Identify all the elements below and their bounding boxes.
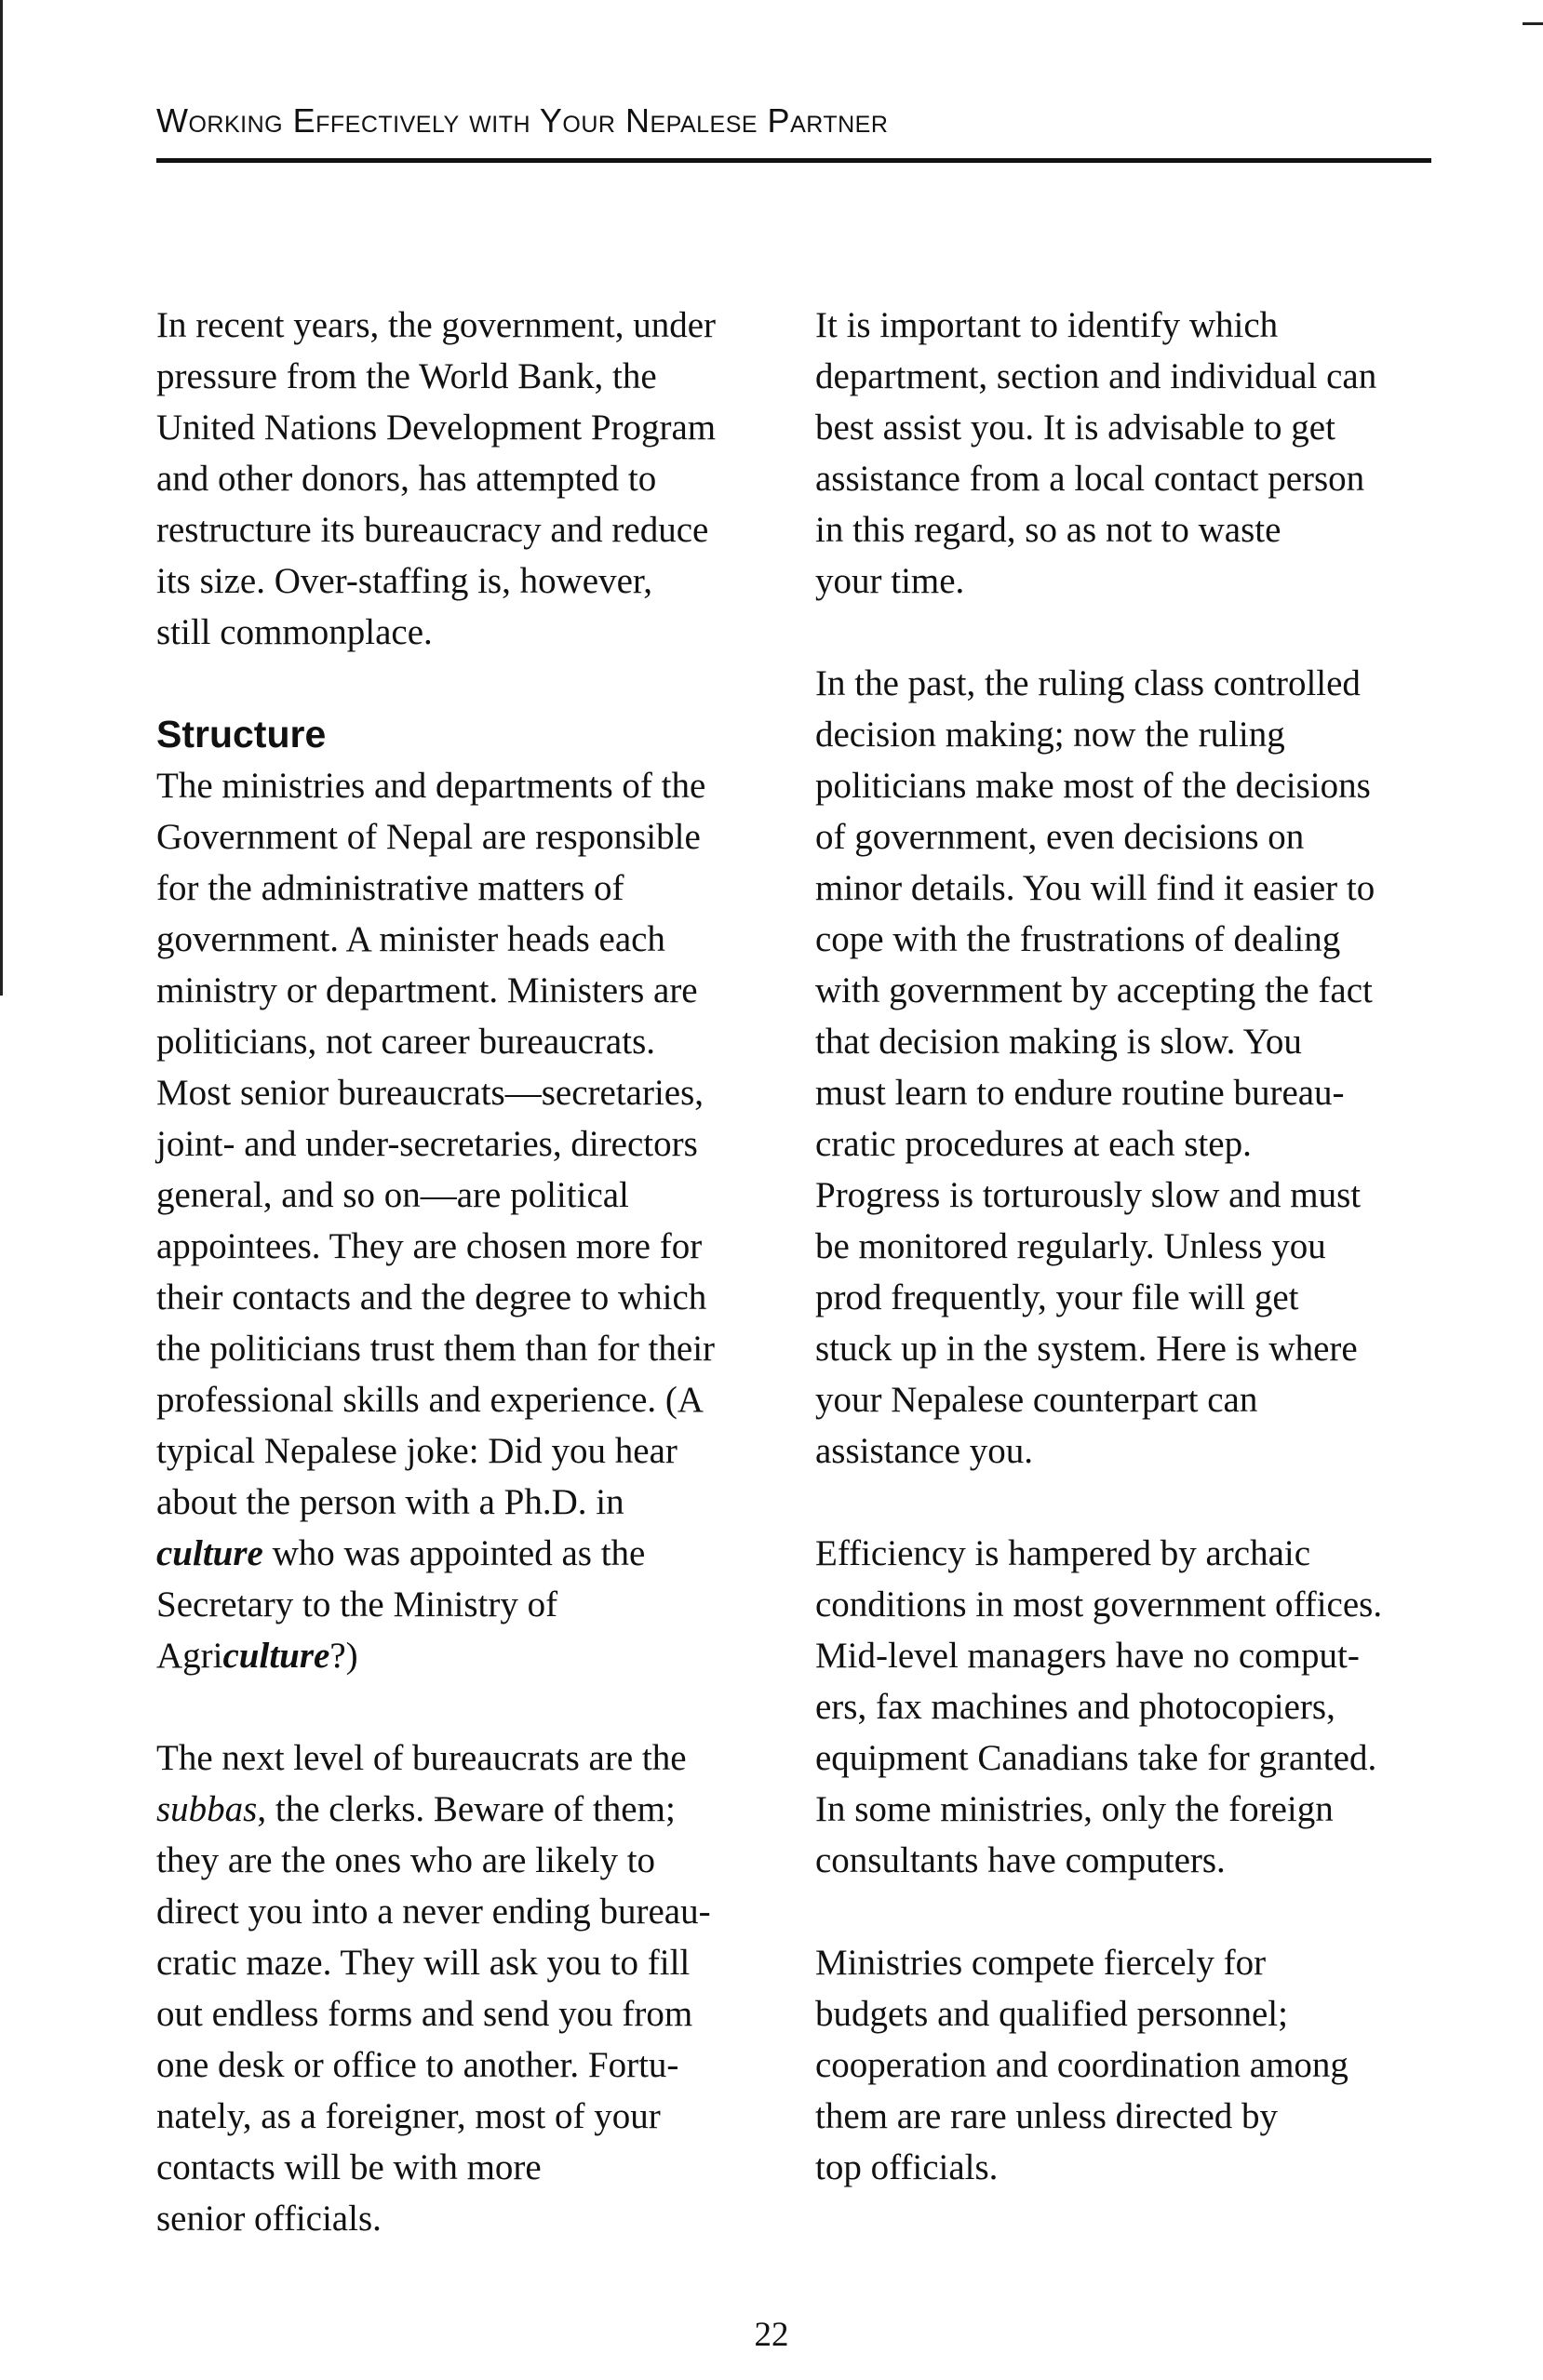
joke-middle-text: who was appointed as the Secretary to the Ministry of Agri xyxy=(156,1533,646,1676)
scan-edge-mark xyxy=(0,0,3,996)
structure-text: The ministries and departments of the Government of Nepal are responsible for the administrative matters of government. A minister heads each ministry or department. Ministers are politicians, not career bureaucrats. Most senior bureaucrats—secretaries, joint- and under-secretaries, directors general, and so on—are political appointees. They are chosen more for their contacts and the degree to which the politicians trust them than for their professional skills and experience. (A typical Nepalese joke: Did you hear about the person with a Ph.D. in xyxy=(156,766,716,1522)
page-number: 22 xyxy=(754,2316,789,2354)
scan-corner-mark xyxy=(1523,22,1543,25)
culture-emphasis: culture xyxy=(156,1533,263,1573)
efficiency-paragraph: Efficiency is hampered by archaic conditions in most government offices. Mid-level managers have no comput- ers, fax machines and photocopiers, equipment Canadians take for granted. In some ministries, only the foreign consultants have computers. xyxy=(815,1533,1383,1880)
header-rule xyxy=(156,158,1431,163)
joke-end-text: ?) xyxy=(329,1636,358,1676)
right-column xyxy=(815,300,1437,2193)
identify-department-paragraph: It is important to identify which department, section and individual can best assist you. It is advisable to get assistance from a local contact person in this regard, so as not to waste your time. xyxy=(815,305,1377,601)
subbas-intro-text: The next level of bureaucrats are the xyxy=(156,1738,687,1778)
agriculture-emphasis: culture xyxy=(222,1636,330,1676)
subbas-term: subbas xyxy=(156,1789,258,1829)
structure-paragraph xyxy=(156,760,775,1681)
running-head: Working Effectively with Your Nepalese Partner xyxy=(156,101,889,140)
decision-making-paragraph: In the past, the ruling class controlled decision making; now the ruling politicians make most of the decisions of government, even decisions on minor details. You will find it easier to cope with the frustrations of dealing with government by accepting the fact that decision making is slow. You must learn to endure routine bureau- cratic procedures at each step. Progress is torturously slow and must be monitored regularly. Unless you prod frequently, your file will get stuck up in the system. Here is where your Nepalese counterpart can assistance you. xyxy=(815,663,1375,1471)
left-column xyxy=(156,300,775,2244)
subbas-rest-text: , the clerks. Beware of them; they are the ones who are likely to direct you into a never ending bureau- cratic maze. They will ask you to fill out endless forms and send you from one desk or office to another. Fortu- nately, as a foreigner, most of your contacts will be with more senior officials. xyxy=(156,1789,711,2239)
subbas-paragraph xyxy=(156,1732,775,2244)
intro-paragraph: In recent years, the government, under pressure from the World Bank, the United Nations Development Program and other donors, has attempted to restructure its bureaucracy and reduce its size. Over-staffing is, however, still commonplace. xyxy=(156,305,717,652)
section-heading-structure: Structure xyxy=(156,713,327,755)
ministries-compete-paragraph: Ministries compete fiercely for budgets and qualified personnel; cooperation and coordination among them are rare unless directed by top officials. xyxy=(815,1943,1348,2187)
